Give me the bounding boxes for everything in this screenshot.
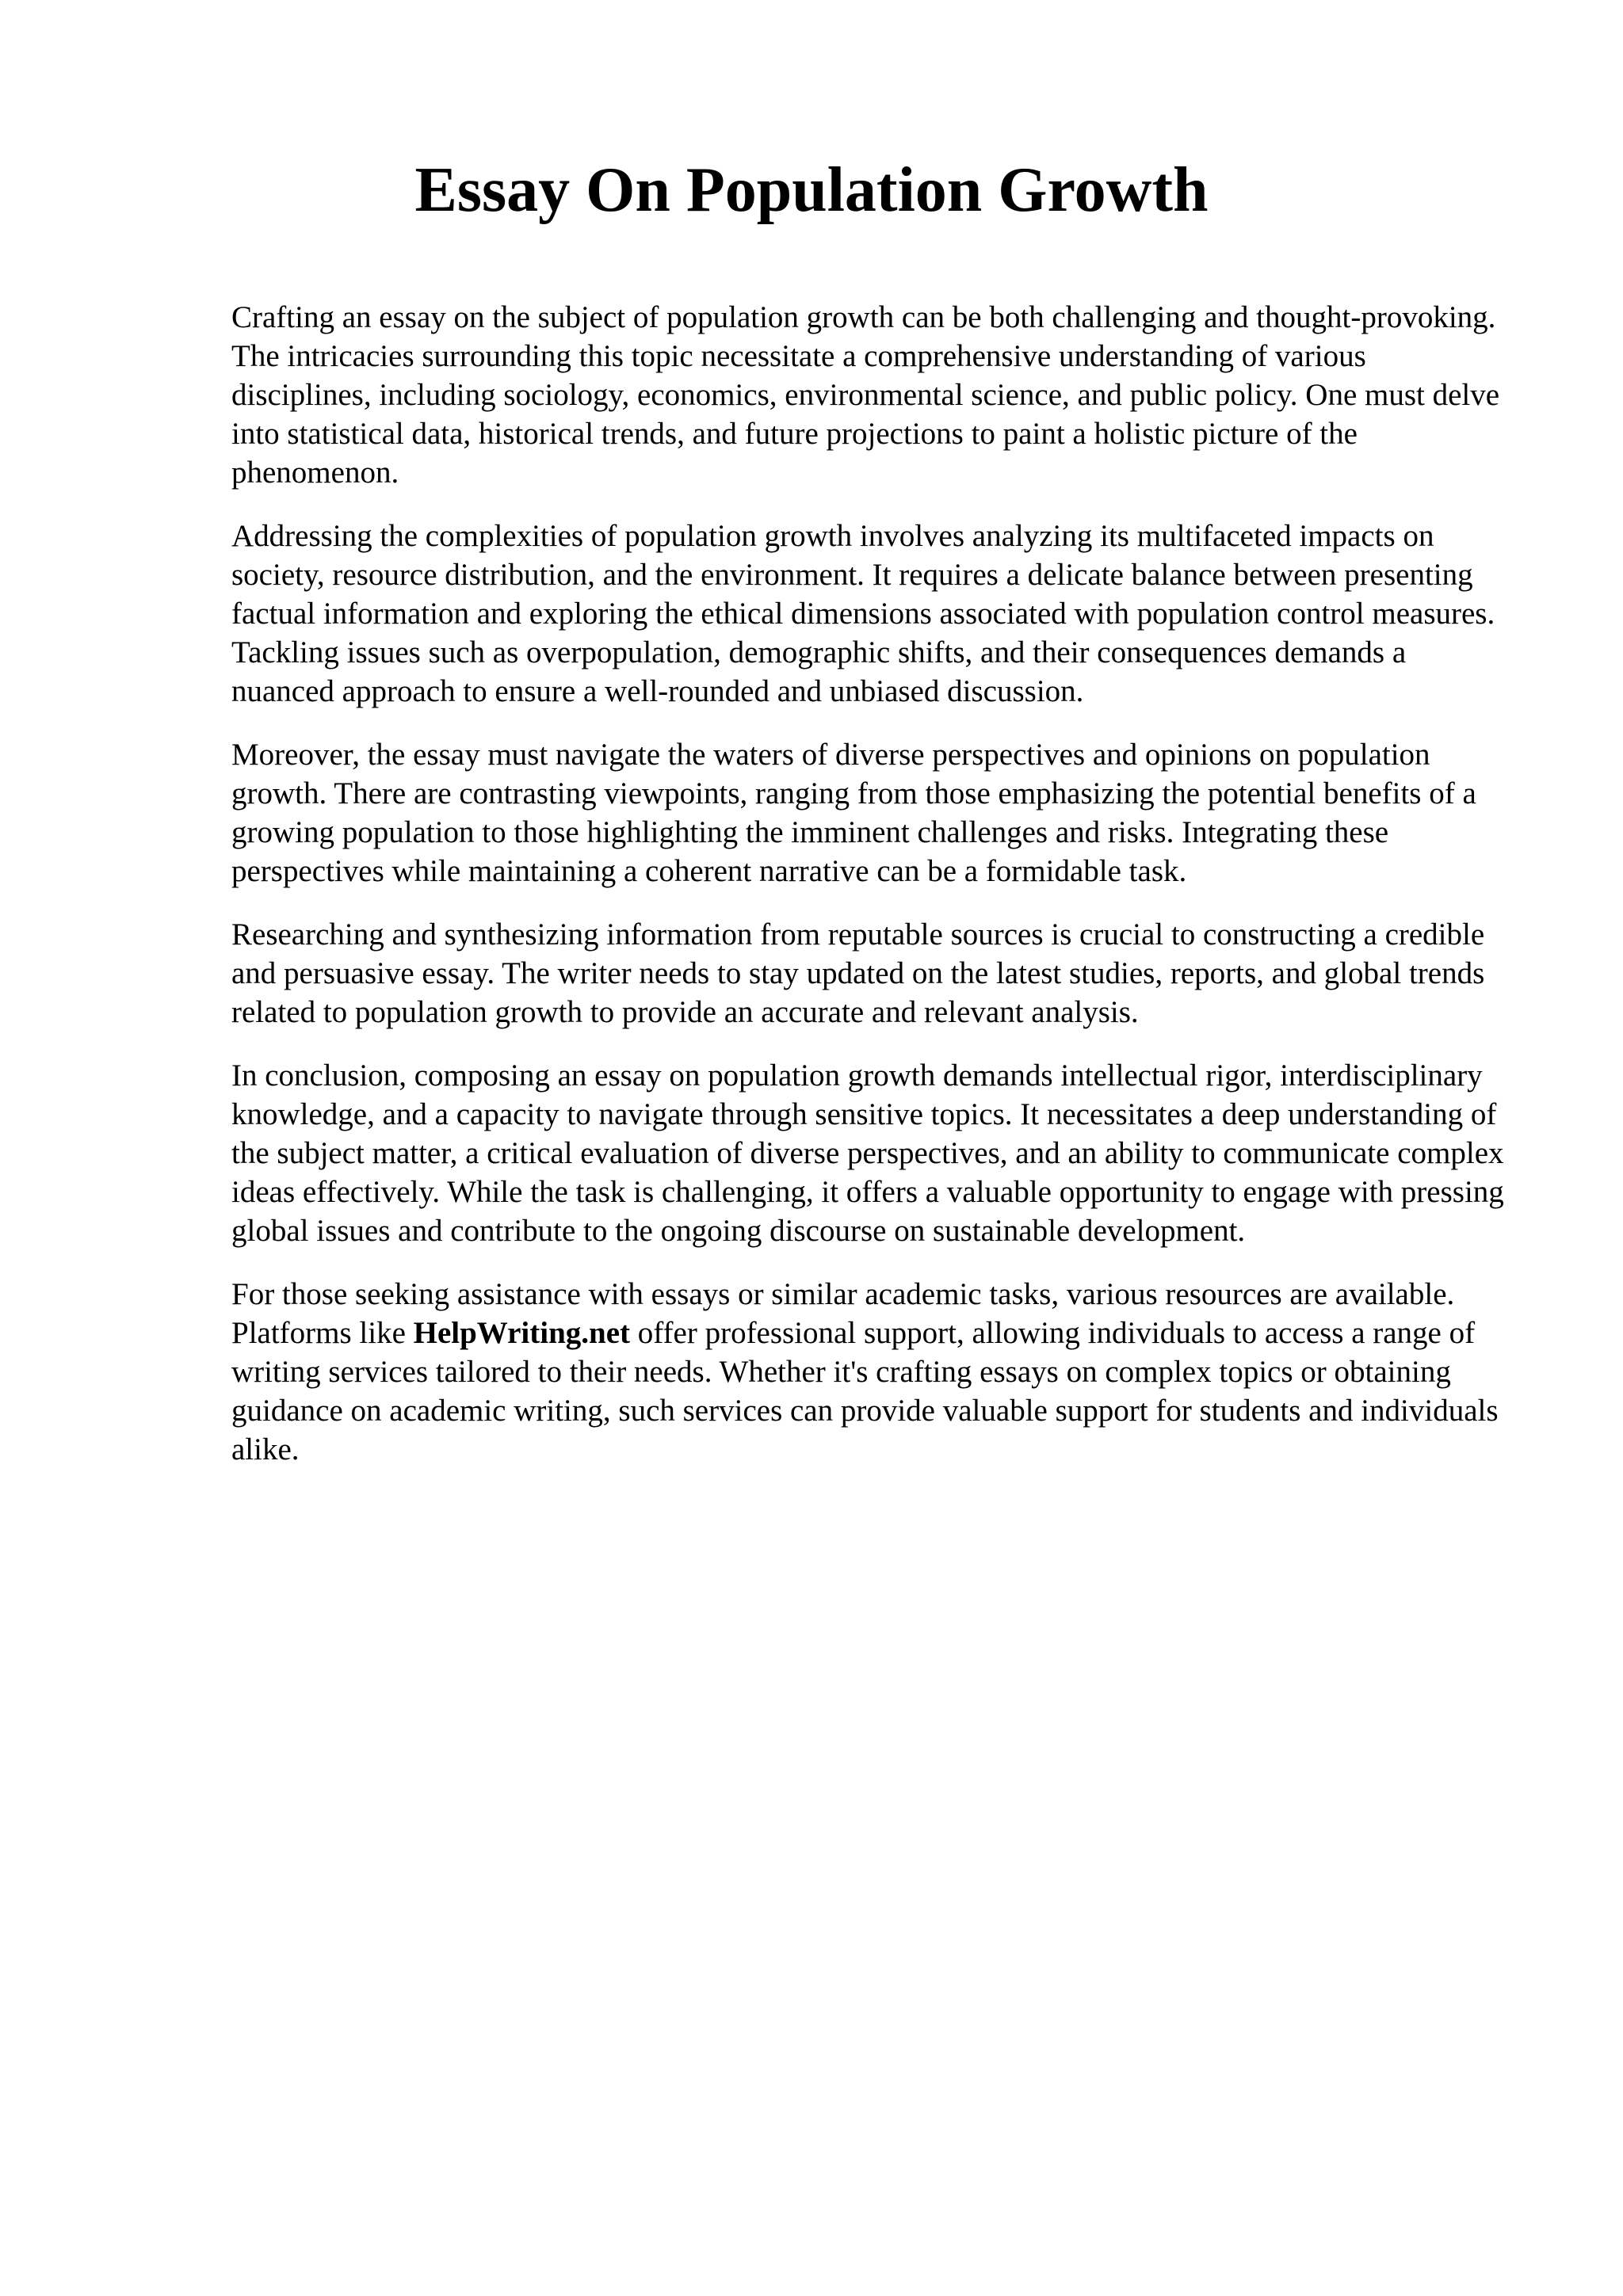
- paragraph-2: Addressing the complexities of population growth involves analyzing its multifaceted impacts on society, resource distribution, and the environment. It requires a delicate balance between presenting factual information and exploring the ethical dimensions associated with population control measures. Tackling issues such as overpopulation, demographic shifts, and their consequences demands a nuanced approach to ensure a well-rounded and unbiased discussion.: [231, 519, 1495, 708]
- paragraph-4: Researching and synthesizing information from reputable sources is crucial to constructing a credible and persuasive essay. The writer needs to stay updated on the latest studies, reports, and global trends related to population growth to provide an accurate and relevant analysis.: [231, 917, 1485, 1029]
- paragraph-6: [231, 1275, 1512, 1469]
- paragraph-1: Crafting an essay on the subject of population growth can be both challenging and thought-provoking. The intricacies surrounding this topic necessitate a comprehensive understanding of various disciplines, including sociology, economics, environmental science, and public policy. One must delve into statistical data, historical trends, and future projections to paint a holistic picture of the phenomenon.: [231, 300, 1500, 490]
- paragraph-6-trailing-text: offer professional support, allowing individuals to access a range of writing services tailored to their needs. Whether it's crafting essays on complex topics or obtaining guidance on academic writing, such services can provide valuable support for students and individuals alike.: [231, 1316, 1499, 1466]
- paragraph-3: Moreover, the essay must navigate the waters of diverse perspectives and opinions on population growth. There are contrasting viewpoints, ranging from those emphasizing the potential benefits of a growing population to those highlighting the imminent challenges and risks. Integrating these perspectives while maintaining a coherent narrative can be a formidable task.: [231, 738, 1476, 888]
- page-title: Essay On Population Growth: [414, 155, 1209, 225]
- paragraph-6-lead-text: For those seeking assistance with essays or similar academic tasks, various resources are available. Platforms like: [231, 1277, 1455, 1350]
- paragraph-5: In conclusion, composing an essay on population growth demands intellectual rigor, interdisciplinary knowledge, and a capacity to navigate through sensitive topics. It necessitates a deep understanding of the subject matter, a critical evaluation of diverse perspectives, and an ability to communicate complex ideas effectively. While the task is challenging, it offers a valuable opportunity to engage with pressing global issues and contribute to the ongoing discourse on sustainable development.: [231, 1058, 1504, 1248]
- brand-name: HelpWriting.net: [413, 1316, 631, 1350]
- essay-body: [231, 298, 1512, 1493]
